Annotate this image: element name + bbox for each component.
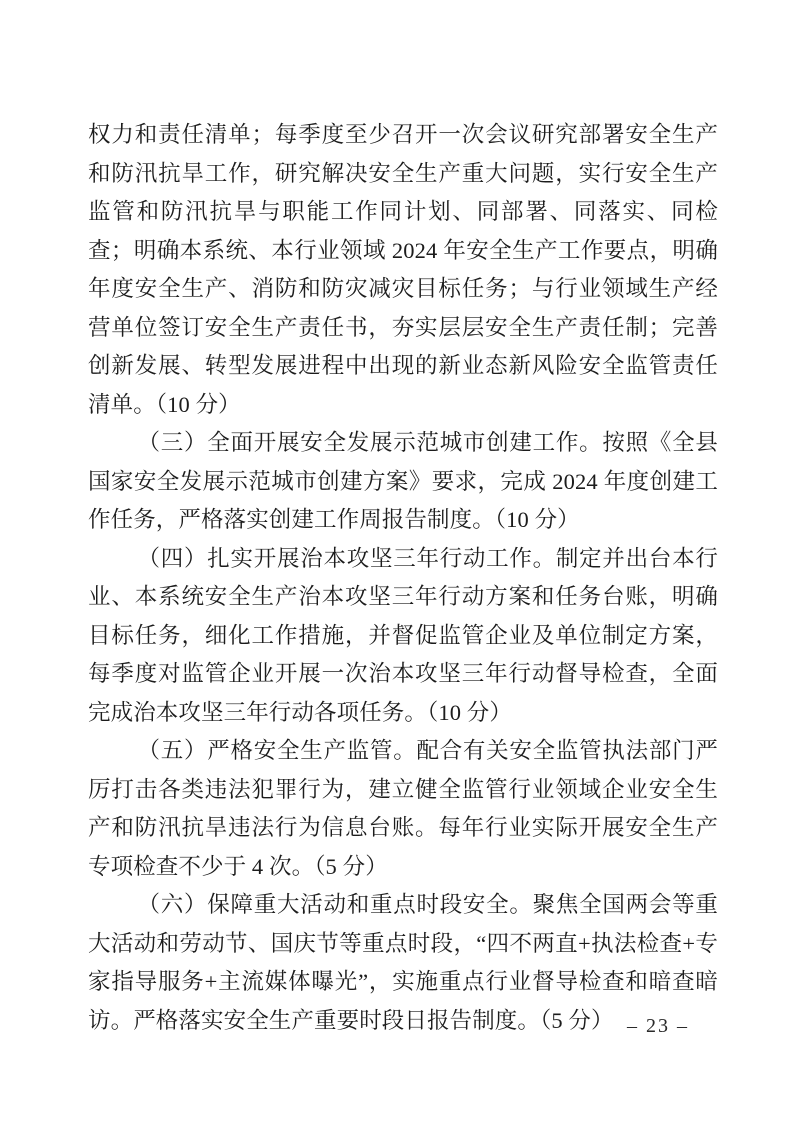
paragraph-continuation: 权力和责任清单；每季度至少召开一次会议研究部署安全生产和防汛抗旱工作，研究解决安全生产重大问题，实行安全生产监管和防汛抗旱与职能工作同计划、同部署、同落实、同检查；明确本系统、本行业领域 2024 年安全生产工作要点，明确年度安全生产、消防和防灾减灾目标任务；与行业领域生产经营单位签订安全生产责任书，夯实层层安全生产责任制；完善创新发展、转型发展进程中出现的新业态新风险安全监管责任清单。（10 分） — [88, 122, 718, 417]
page-number: – 23 – — [627, 1015, 689, 1037]
document-body — [88, 116, 718, 1040]
paragraph-item-6: （六）保障重大活动和重点时段安全。聚焦全国两会等重大活动和劳动节、国庆节等重点时段，“四不两直+执法检查+专家指导服务+主流媒体曝光”，实施重点行业督导检查和暗查暗访。严格落实安全生产重要时段日报告制度。（5 分） — [88, 892, 718, 1033]
paragraph-item-5: （五）严格安全生产监管。配合有关安全监管执法部门严厉打击各类违法犯罪行为，建立健全监管行业领域企业安全生产和防汛抗旱违法行为信息台账。每年行业实际开展安全生产专项检查不少于 4 次。（5 分） — [88, 738, 718, 879]
paragraph-item-3: （三）全面开展安全发展示范城市创建工作。按照《全县国家安全发展示范城市创建方案》要求，完成 2024 年度创建工作任务，严格落实创建工作周报告制度。（10 分） — [88, 430, 718, 532]
paragraph-item-4: （四）扎实开展治本攻坚三年行动工作。制定并出台本行业、本系统安全生产治本攻坚三年行动方案和任务台账，明确目标任务，细化工作措施，并督促监管企业及单位制定方案，每季度对监管企业开展一次治本攻坚三年行动督导检查，全面完成治本攻坚三年行动各项任务。（10 分） — [88, 545, 718, 725]
